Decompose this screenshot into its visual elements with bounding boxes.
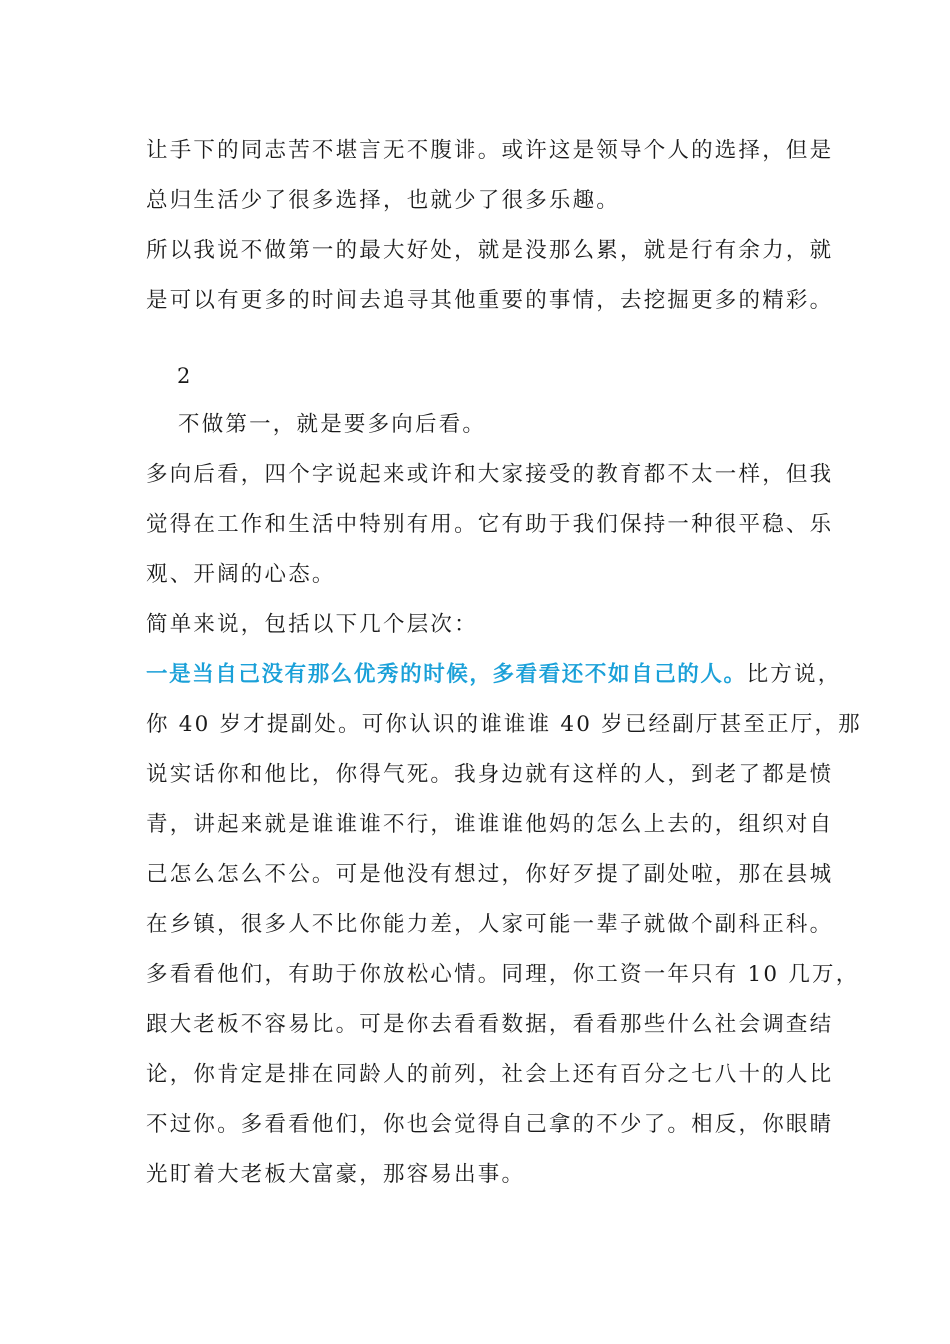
paragraph-2-line-2: 是可以有更多的时间去追寻其他重要的事情，去挖掘更多的精彩。 bbox=[146, 288, 834, 313]
section-heading: 不做第一，就是要多向后看。 bbox=[178, 412, 487, 437]
paragraph-3-line-3: 观、开阔的心态。 bbox=[146, 562, 336, 587]
paragraph-5-line-3: 说实话你和他比，你得气死。我身边就有这样的人，到老了都是愤 bbox=[146, 762, 834, 787]
paragraph-5-line-1 bbox=[146, 660, 841, 690]
paragraph-5-line-11: 光盯着大老板大富豪，那容易出事。 bbox=[146, 1162, 526, 1187]
paragraph-1-line-1: 让手下的同志苦不堪言无不腹诽。或许这是领导个人的选择，但是 bbox=[146, 138, 834, 163]
paragraph-2-line-1: 所以我说不做第一的最大好处，就是没那么累，就是行有余力，就 bbox=[146, 238, 834, 263]
paragraph-5-line-6: 在乡镇，很多人不比你能力差，人家可能一辈子就做个副科正科。 bbox=[146, 912, 834, 937]
paragraph-3-line-2: 觉得在工作和生活中特别有用。它有助于我们保持一种很平稳、乐 bbox=[146, 512, 834, 537]
paragraph-5-line-9: 论，你肯定是排在同龄人的前列，社会上还有百分之七八十的人比 bbox=[146, 1062, 834, 1087]
paragraph-5-line-10: 不过你。多看看他们，你也会觉得自己拿的不少了。相反，你眼睛 bbox=[146, 1112, 834, 1137]
paragraph-5-line-7: 多看看他们，有助于你放松心情。同理，你工资一年只有 10 几万， bbox=[146, 962, 860, 987]
paragraph-5-line-8: 跟大老板不容易比。可是你去看看数据，看看那些什么社会调查结 bbox=[146, 1012, 834, 1037]
paragraph-5-line-4: 青，讲起来就是谁谁谁不行，谁谁谁他妈的怎么上去的，组织对自 bbox=[146, 812, 834, 837]
paragraph-5-line-1-rest: 比方说， bbox=[746, 662, 842, 687]
paragraph-1-line-2: 总归生活少了很多选择，也就少了很多乐趣。 bbox=[146, 188, 621, 213]
paragraph-4: 简单来说，包括以下几个层次： bbox=[146, 612, 478, 637]
section-number: 2 bbox=[177, 364, 191, 388]
paragraph-5-line-5: 己怎么怎么不公。可是他没有想过，你好歹提了副处啦，那在县城 bbox=[146, 862, 834, 887]
paragraph-3-line-1: 多向后看，四个字说起来或许和大家接受的教育都不太一样，但我 bbox=[146, 462, 834, 487]
paragraph-5-line-2: 你 40 岁才提副处。可你认识的谁谁谁 40 岁已经副厅甚至正厅，那 bbox=[146, 712, 862, 737]
highlight-text: 一是当自己没有那么优秀的时候，多看看还不如自己的人。 bbox=[146, 662, 747, 687]
